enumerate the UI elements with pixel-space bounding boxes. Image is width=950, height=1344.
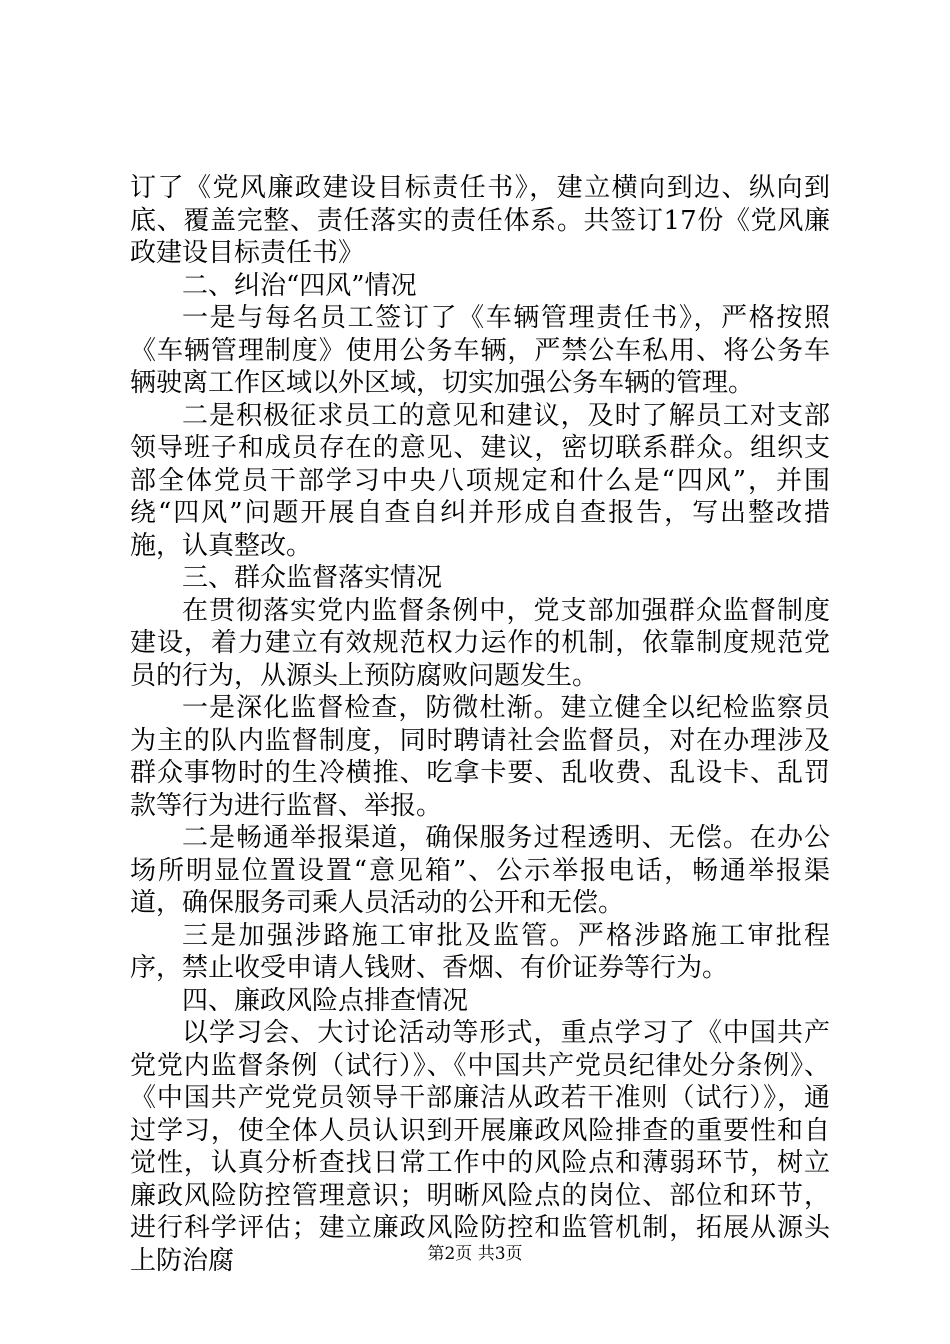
paragraph: 三是加强涉路施工审批及监管。严格涉路施工审批程序，禁止收受申请人钱财、香烟、有价证券等行为。 xyxy=(130,920,830,983)
paragraph: 在贯彻落实党内监督条例中，党支部加强群众监督制度建设，着力建立有效规范权力运作的机制，依靠制度规范党员的行为，从源头上预防腐败问题发生。 xyxy=(130,595,830,691)
paragraph: 一是与每名员工签订了《车辆管理责任书》，严格按照《车辆管理制度》使用公务车辆，严禁公车私用、将公务车辆驶离工作区域以外区域，切实加强公务车辆的管理。 xyxy=(130,303,830,398)
document-body xyxy=(130,172,830,1277)
paragraph: 二是积极征求员工的意见和建议，及时了解员工对支部领导班子和成员存在的意见、建议，密切联系群众。组织支部全体党员干部学习中央八项规定和什么是“四风”，并围绕“四风”问题开展自查自纠并形成自查报告，写出整改措施，认真整改。 xyxy=(130,400,830,561)
section-heading-mass-supervision: 三、群众监督落实情况 xyxy=(182,563,443,593)
section-heading-risk-points: 四、廉政风险点排查情况 xyxy=(182,985,469,1016)
paragraph: 以学习会、大讨论活动等形式，重点学习了《中国共产党党内监督条例（试行）》、《中国共产党员纪律处分条例》、《中国共产党党员领导干部廉洁从政若干准则（试行）》，通过学习，使全体人员认识到开展廉政风险排查的重要性和自觉性，认真分析查找日常工作中的风险点和薄弱环节，树立廉政风险防控管理意识；明晰风险点的岗位、部位和环节，进行科学评估；建立廉政风险防控和监管机制，拓展从源头上防治腐 xyxy=(130,1018,830,1276)
section-heading-four-winds: 二、纠治“四风”情况 xyxy=(182,270,417,301)
paragraph: 二是畅通举报渠道，确保服务过程透明、无偿。在办公场所明显位置设置“意见箱”、公示举报电话，畅通举报渠道，确保服务司乘人员活动的公开和无偿。 xyxy=(130,823,830,918)
paragraph-continued: 订了《党风廉政建设目标责任书》，建立横向到边、纵向到底、覆盖完整、责任落实的责任体系。共签订17份《党风廉政建设目标责任书》 xyxy=(130,173,830,268)
page-footer: 第2页 共3页 xyxy=(427,1244,523,1264)
paragraph: 一是深化监督检查，防微杜渐。建立健全以纪检监察员为主的队内监督制度，同时聘请社会监督员，对在办理涉及群众事物时的生冷横推、吃拿卡要、乱收费、乱设卡、乱罚款等行为进行监督、举报。 xyxy=(130,693,830,821)
